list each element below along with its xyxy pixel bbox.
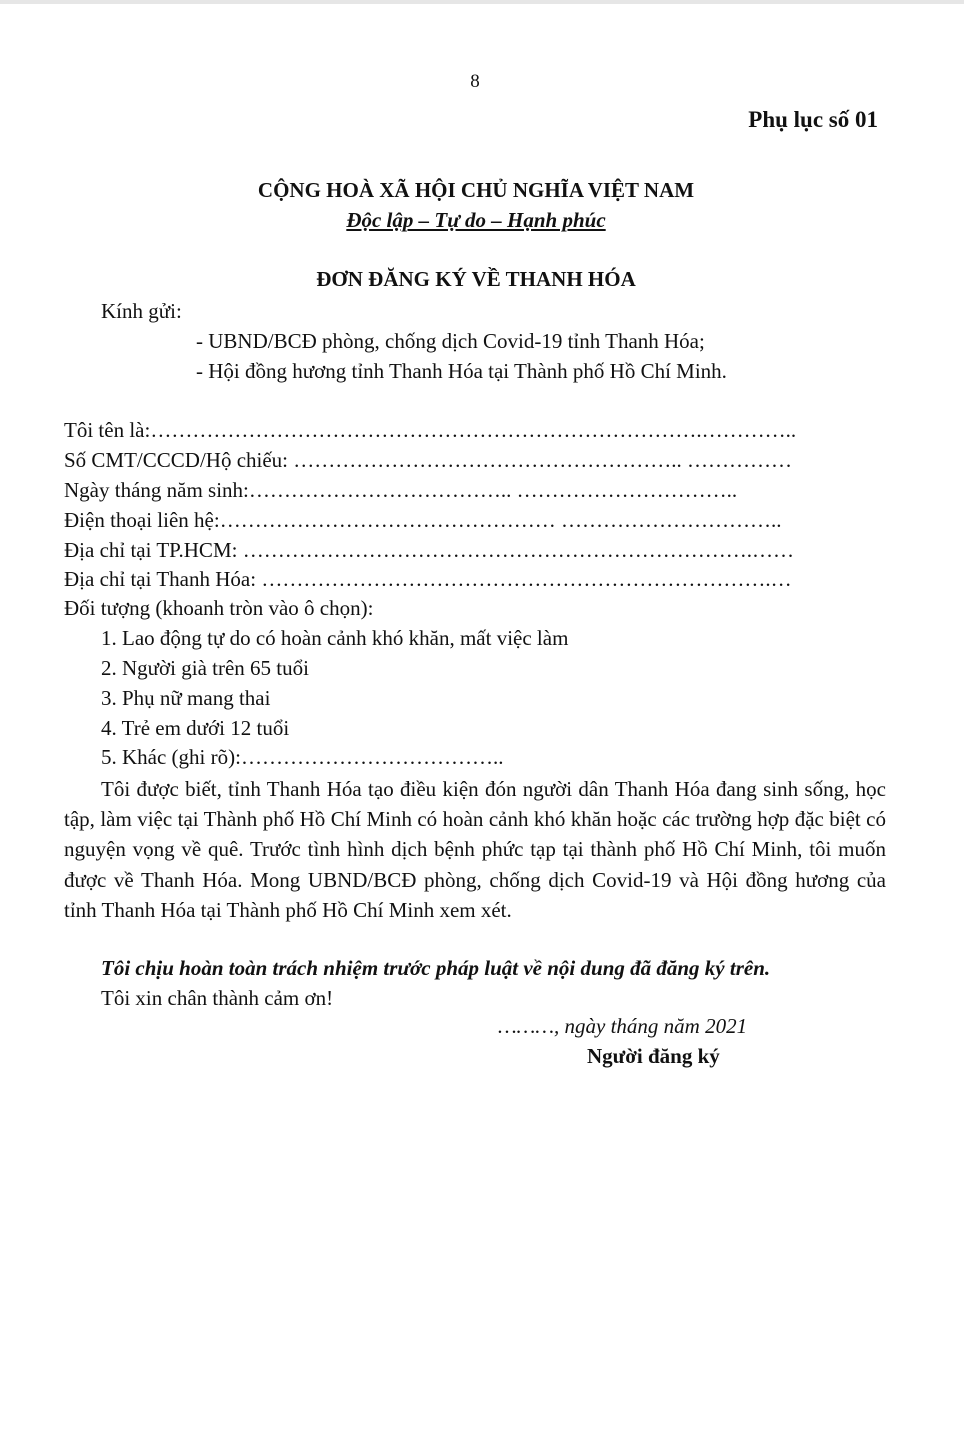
signer-label: Người đăng ký: [587, 1044, 720, 1068]
form-title: ĐƠN ĐĂNG KÝ VỀ THANH HÓA: [316, 267, 636, 291]
field-blank: ……………………………………………….. ……………: [293, 448, 793, 472]
recipient-line: - Hội đồng hương tỉnh Thanh Hóa tại Thành phố Hồ Chí Minh.: [196, 359, 727, 383]
field-label: Ngày tháng năm sinh:: [64, 478, 249, 502]
subject-option: 2. Người già trên 65 tuổi: [101, 656, 309, 680]
national-motto: Độc lập – Tự do – Hạnh phúc: [346, 208, 606, 232]
field-blank: ………………………………………… …………………………..: [219, 508, 782, 532]
appendix-label: Phụ lục số 01: [748, 107, 878, 132]
subject-label: Đối tượng (khoanh tròn vào ô chọn):: [64, 596, 374, 620]
recipient-line: - UBND/BCĐ phòng, chống dịch Covid-19 tỉnh Thanh Hóa;: [196, 329, 705, 353]
field-label: Tôi tên là:: [64, 418, 151, 442]
national-title: CỘNG HOÀ XÃ HỘI CHỦ NGHĨA VIỆT NAM: [257, 178, 695, 202]
date-line: ………, ngày tháng năm 2021: [498, 1014, 748, 1038]
greeting: Kính gửi:: [101, 299, 182, 323]
field-phone: [64, 508, 781, 533]
subject-option: 4. Trẻ em dưới 12 tuổi: [101, 716, 290, 740]
subject-option: 5. Khác (ghi rõ):………………………………..: [101, 745, 504, 769]
field-label: Địa chỉ tại Thanh Hóa:: [64, 567, 262, 591]
thanks-line: Tôi xin chân thành cảm ơn!: [101, 986, 334, 1010]
field-blank: …………………………………………………………………….…………..: [150, 418, 797, 442]
field-address-hcm: [64, 538, 794, 563]
body-paragraph: Tôi được biết, tỉnh Thanh Hóa tạo điều kiện đón người dân Thanh Hóa đang sinh sống, học tập, làm việc tại Thành phố Hồ Chí Minh có hoàn cảnh khó khăn hoặc các trường hợp đặc biệt có nguyện vọng về quê. Trước tình hình dịch bệnh phức tạp tại thành phố Hồ Chí Minh, tôi muốn được về Thanh Hóa. Mong UBND/BCĐ phòng, chống dịch Covid-19 và Hội đồng hương của tỉnh Thanh Hóa tại Thành phố Hồ Chí Minh xem xét.: [64, 777, 886, 922]
field-blank: ……………………………………………………………….……: [242, 538, 794, 562]
field-birth-date: [64, 478, 737, 503]
commitment-statement: Tôi chịu hoàn toàn trách nhiệm trước pháp luật về nội dung đã đăng ký trên.: [101, 956, 771, 980]
field-id-number: [64, 448, 792, 473]
page-number: 8: [470, 71, 480, 92]
field-label: Số CMT/CCCD/Hộ chiếu:: [64, 448, 294, 472]
field-address-thanh-hoa: [64, 567, 792, 592]
subject-option: 3. Phụ nữ mang thai: [101, 686, 271, 710]
subject-option: 1. Lao động tự do có hoàn cảnh khó khăn, mất việc làm: [101, 626, 569, 650]
field-blank: ……………………………………………………………….…: [261, 567, 792, 591]
field-label: Điện thoại liên hệ:: [64, 508, 220, 532]
field-full-name: [64, 418, 796, 443]
page-top-edge: [0, 0, 964, 4]
field-blank: ……………………………….. …………………………..: [248, 478, 738, 502]
field-label: Địa chỉ tại TP.HCM:: [64, 538, 243, 562]
